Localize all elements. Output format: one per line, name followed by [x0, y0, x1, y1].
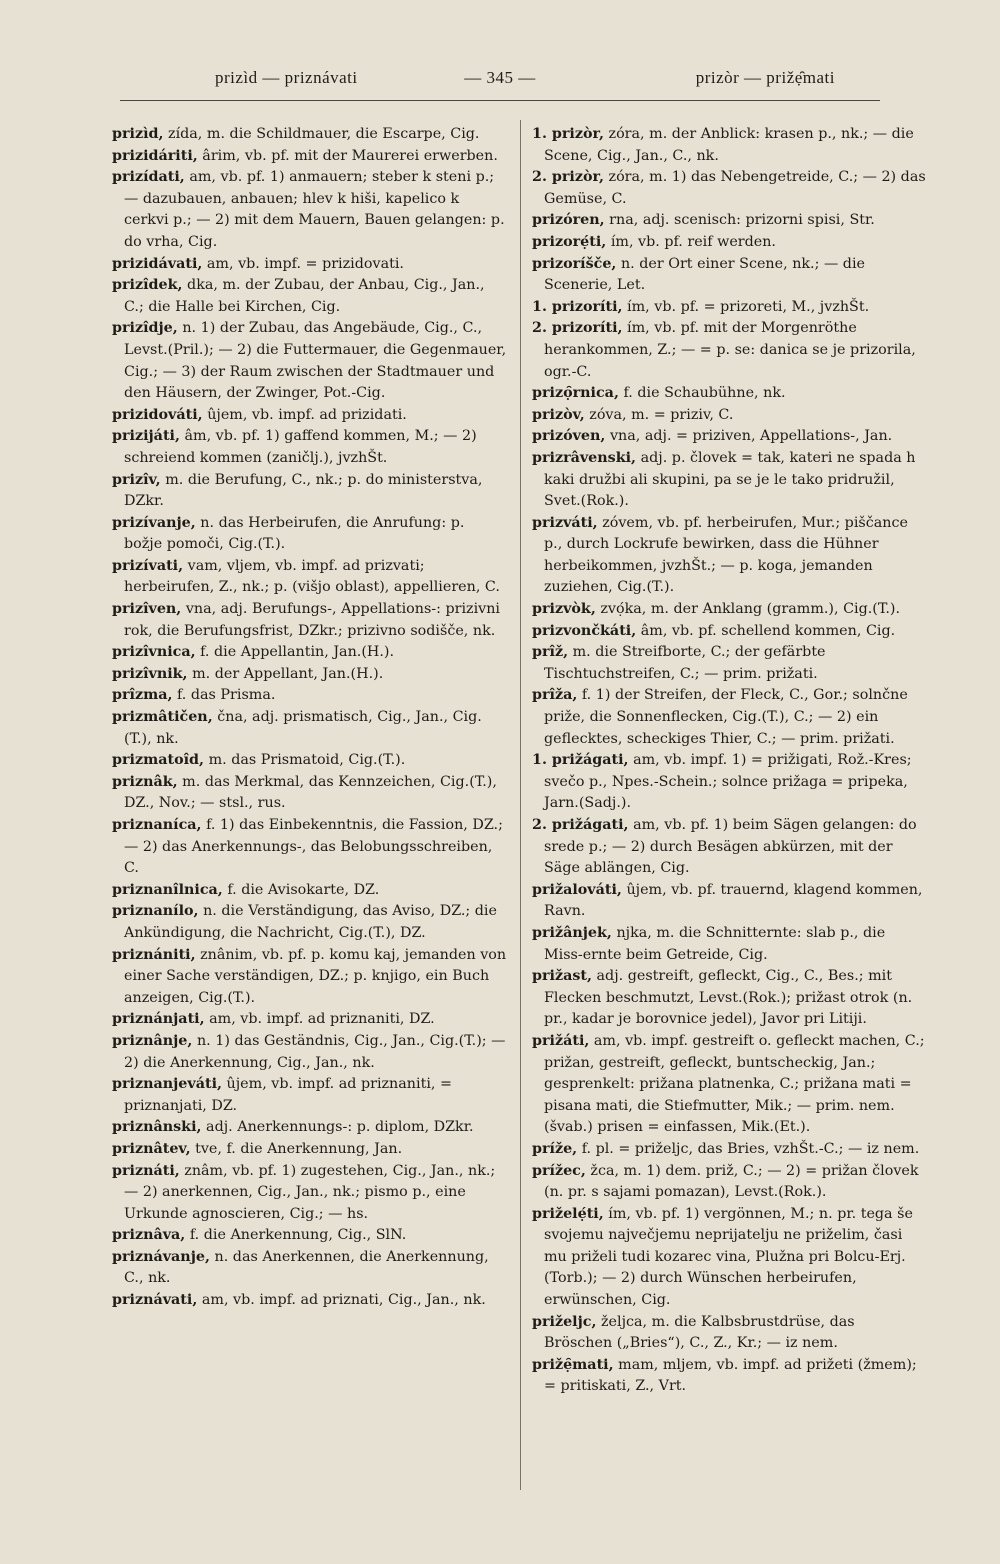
entry-headword: 2. prizòr,	[532, 169, 604, 186]
dictionary-entry	[112, 1074, 507, 1117]
dictionary-entry	[112, 1009, 507, 1031]
entry-definition: željca, m. die Kalbsbrustdrüse, das Bröschen („Bries“), C., Z., Kr.; — iz nem.	[544, 1313, 855, 1352]
entry-definition: n. 1) das Geständnis, Cig., Jan., Cig.(T.); — 2) die Anerkennung, Cig., Jan., nk.	[124, 1032, 506, 1071]
entry-headword: priznávanje,	[112, 1248, 210, 1265]
right-column	[532, 124, 927, 1398]
dictionary-entry	[532, 642, 927, 685]
entry-headword: prižáti,	[532, 1032, 590, 1049]
entry-definition: adj. Anerkennungs-: p. diplom, DZkr.	[206, 1119, 474, 1136]
dictionary-entry	[532, 405, 927, 427]
entry-definition: am, vb. impf. = prizidovati.	[206, 255, 404, 272]
entry-definition: f. die Schaubühne, nk.	[623, 385, 786, 402]
entry-definition: m. das Prismatoid, Cig.(T.).	[208, 752, 406, 769]
entry-definition: f. die Appellantin, Jan.(H.).	[200, 644, 395, 661]
entry-definition: n. das Anerkennen, die Anerkennung, C., nk.	[124, 1248, 489, 1287]
entry-definition: am, vb. impf. ad priznati, Cig., Jan., nk.	[201, 1292, 486, 1309]
dictionary-entry	[112, 124, 507, 146]
dictionary-entry	[112, 275, 507, 318]
entry-definition: f. 1) der Streifen, der Fleck, C., Gor.; solnčne priže, die Sonnenflecken, Cig.(T.), C.; — 2) ein geflecktes, scheckiges Thier, C.; — prim. prižati.	[544, 687, 908, 747]
dictionary-entry	[112, 513, 507, 556]
dictionary-entry	[112, 426, 507, 469]
entry-headword: prizóren,	[532, 212, 605, 229]
dictionary-entry	[112, 642, 507, 664]
dictionary-entry	[112, 599, 507, 642]
entry-headword: prizîdek,	[112, 277, 183, 294]
entry-headword: prizóven,	[532, 428, 606, 445]
entry-definition: n. das Herbeirufen, die Anrufung: p. božje pomoči, Cig.(T.).	[124, 514, 465, 553]
entry-definition: zóvem, vb. pf. herbeirufen, Mur.; piščance p., durch Lockrufe bewirken, dass die Hühner herbeikommen, jvzhŠt.; — p. koga, jemanden zuziehen, Cig.(T.).	[544, 514, 908, 596]
dictionary-entry	[532, 167, 927, 210]
entry-definition: n. 1) der Zubau, das Angebäude, Cig., C., Levst.(Pril.); — 2) die Futtermauer, die Gegenmauer, Cig.; — 3) der Raum zwischen der Stadtmauer und den Häusern, der Zwinger, Pot.-Cig.	[124, 320, 507, 402]
entry-definition: f. pl. = priželjc, das Bries, vzhŠt.-C.; — iz nem.	[581, 1140, 920, 1157]
entry-headword: 1. prižágati,	[532, 752, 629, 769]
entry-definition: znâm, vb. pf. 1) zugestehen, Cig., Jan., nk.; — 2) anerkennen, Cig., Jan., nk.; pismo p., eine Urkunde agnoscieren, Cig.; — hs.	[124, 1162, 496, 1222]
dictionary-entry	[532, 923, 927, 966]
entry-headword: prizîvnica,	[112, 644, 196, 661]
dictionary-entry	[532, 448, 927, 513]
entry-headword: priznánjati,	[112, 1011, 205, 1028]
dictionary-entry	[112, 1031, 507, 1074]
entry-headword: priželẹ́ti,	[532, 1205, 604, 1222]
entry-definition: tve, f. die Anerkennung, Jan.	[195, 1140, 403, 1157]
entry-definition: ûjem, vb. impf. ad prizidati.	[207, 406, 407, 423]
entry-definition: vna, adj. = priziven, Appellations-, Jan.	[609, 428, 893, 445]
dictionary-entry	[532, 1139, 927, 1161]
entry-definition: âm, vb. pf. 1) gaffend kommen, M.; — 2) schreiend kommen (zaničlj.), jvzhŠt.	[124, 428, 477, 466]
entry-definition: am, vb. pf. 1) beim Sägen gelangen: do srede p.; — 2) durch Besägen abkürzen, mit der Säge ablängen, Cig.	[544, 817, 917, 877]
entry-definition: ûjem, vb. impf. ad priznaniti, = priznanjati, DZ.	[124, 1076, 452, 1114]
dictionary-entry	[532, 1031, 927, 1139]
entry-headword: 1. prizoríti,	[532, 298, 623, 315]
left-column	[112, 124, 507, 1312]
entry-headword: prîzma,	[112, 687, 173, 704]
entry-definition: ârim, vb. pf. mit der Maurerei erwerben.	[202, 147, 498, 164]
entry-definition: čna, adj. prismatisch, Cig., Jan., Cig.(T.), nk.	[124, 709, 482, 747]
entry-definition: zóra, m. 1) das Nebengetreide, C.; — 2) das Gemüse, C.	[544, 169, 926, 207]
dictionary-entry	[112, 707, 507, 750]
entry-headword: priznániti,	[112, 946, 196, 963]
dictionary-entry	[532, 1204, 927, 1312]
dictionary-entry	[112, 815, 507, 880]
entry-headword: prizîven,	[112, 601, 182, 618]
entry-headword: prizvòk,	[532, 601, 596, 618]
dictionary-entry	[532, 685, 927, 750]
dictionary-entry	[112, 901, 507, 944]
entry-definition: vna, adj. Berufungs-, Appellations-: prizivni rok, die Berufungsfrist, DZkr.; prizivno sodišče, nk.	[124, 601, 501, 639]
entry-headword: prizidávati,	[112, 255, 203, 272]
entry-definition: n. der Ort einer Scene, nk.; — die Scenerie, Let.	[544, 255, 865, 294]
entry-definition: m. die Streifborte, C.; der gefärbte Tischtuchstreifen, C.; — prim. prižati.	[544, 644, 826, 682]
entry-headword: prizòv,	[532, 406, 585, 423]
dictionary-entry	[532, 815, 927, 880]
entry-headword: prizmâtičen,	[112, 709, 213, 726]
entry-headword: 1. prizòr,	[532, 126, 604, 142]
entry-headword: priznanílo,	[112, 903, 199, 920]
dictionary-entry	[112, 318, 507, 404]
entry-definition: adj. p. človek = tak, kateri ne spada h kaki družbi ali skupini, pa se je le tako pridružil, Svet.(Rok.).	[544, 449, 916, 510]
entry-headword: prizmatoîd,	[112, 752, 205, 769]
entry-definition: žca, m. 1) dem. priž, C.; — 2) = prižan človek (n. pr. s sajami pomazan), Levst.(Rok.).	[544, 1162, 919, 1201]
entry-headword: prizìd,	[112, 126, 164, 142]
entry-headword: priznâva,	[112, 1227, 186, 1244]
column-divider	[520, 120, 521, 1490]
entry-definition: rna, adj. scenisch: prizorni spisi, Str.	[609, 212, 875, 229]
dictionary-entry	[112, 405, 507, 427]
entry-headword: prizvončkáti,	[532, 622, 637, 639]
entry-headword: priželjc,	[532, 1313, 597, 1330]
entry-definition: ím, vb. pf. = prizoreti, M., jvzhŠt.	[627, 298, 870, 315]
dictionary-entry	[112, 750, 507, 772]
entry-definition: ím, vb. pf. 1) vergönnen, M.; n. pr. tega še svojemu največjemu neprijatelju ne priželim, časi mu priželi tudi kozarec vina, Plužna pri Bolcu-Erj.(Torb.); — 2) durch Wünschen herbeirufen, erwünschen, Cig.	[544, 1205, 913, 1309]
dictionary-entry	[532, 210, 927, 232]
header-rule	[120, 100, 880, 101]
dictionary-entry	[532, 318, 927, 383]
entry-headword: prizorẹ́ti,	[532, 233, 607, 250]
dictionary-entry	[112, 945, 507, 1010]
entry-headword: prizoríšče,	[532, 255, 617, 272]
dictionary-entry	[112, 470, 507, 513]
entry-definition: zóva, m. = priziv, C.	[589, 406, 734, 423]
entry-headword: prizîvnik,	[112, 665, 188, 682]
entry-headword: 2. prižágati,	[532, 817, 629, 833]
entry-headword: priznânski,	[112, 1119, 202, 1136]
entry-definition: f. das Prisma.	[177, 687, 276, 704]
entry-definition: adj. gestreift, gefleckt, Cig., C., Bes.; mit Flecken beschmutzt, Levst.(Rok.); prižast otrok (n. pr., kadar je borovnice jedel), Javor pri Litiji.	[544, 968, 913, 1028]
entry-definition: f. 1) das Einbekenntnis, die Fassion, DZ.; — 2) das Anerkennungs-, das Belobungsschreiben, C.	[124, 817, 503, 877]
entry-headword: prizváti,	[532, 514, 598, 531]
dictionary-entry	[112, 1161, 507, 1226]
entry-definition: zóra, m. der Anblick: krasen p., nk.; — die Scene, Cig., Jan., C., nk.	[544, 126, 914, 164]
entry-headword: priznáti,	[112, 1162, 180, 1179]
entry-headword: prizọ̑rnica,	[532, 385, 619, 402]
dictionary-entry	[532, 880, 927, 923]
entry-definition: njka, m. die Schnitternte: slab p., die Miss-ernte beim Getreide, Cig.	[544, 924, 886, 963]
running-header	[120, 68, 880, 98]
entry-headword: prizívanje,	[112, 514, 196, 531]
header-left-guideword: prizìd — priznávati	[215, 68, 358, 87]
entry-headword: príže,	[532, 1140, 578, 1157]
entry-headword: prizidáriti,	[112, 147, 198, 164]
entry-headword: prîža,	[532, 687, 578, 704]
entry-headword: prižast,	[532, 968, 592, 985]
dictionary-entry	[112, 1117, 507, 1139]
dictionary-entry	[112, 1139, 507, 1161]
entry-headword: prižẹ̑mati,	[532, 1356, 614, 1373]
entry-headword: priznanjeváti,	[112, 1076, 222, 1093]
entry-definition: vam, vljem, vb. impf. ad prizvati; herbeirufen, Z., nk.; p. (višjo oblast), appellieren, C.	[124, 557, 500, 596]
entry-headword: priznávati,	[112, 1292, 198, 1309]
entry-definition: am, vb. impf. gestreift o. gefleckt machen, C.; prižan, gestreift, gefleckt, buntscheckig, Jan.; gesprenkelt: prižana platnenka, C.; prižana mati = pisana mati, die Stiefmutter, Mik.; — prim. nem. (švab.) prisen = einfassen, Mik.(Et.).	[544, 1032, 925, 1136]
header-right-guideword: prizòr — prižẹ̑mati	[695, 68, 835, 87]
entry-headword: prizrâvenski,	[532, 449, 637, 466]
dictionary-entry	[112, 685, 507, 707]
dictionary-entry	[112, 880, 507, 902]
entry-definition: am, vb. impf. ad priznaniti, DZ.	[209, 1011, 435, 1028]
entry-definition: zída, m. die Schildmauer, die Escarpe, Cig.	[168, 126, 480, 142]
dictionary-entry	[532, 621, 927, 643]
entry-headword: prížec,	[532, 1162, 586, 1179]
entry-headword: priznanîlnica,	[112, 881, 223, 898]
entry-definition: zvọ́ka, m. der Anklang (gramm.), Cig.(T.).	[600, 601, 900, 618]
dictionary-entry	[532, 1355, 927, 1398]
dictionary-entry	[532, 297, 927, 319]
page-number: — 345 —	[464, 68, 536, 87]
entry-headword: prizidováti,	[112, 406, 203, 423]
dictionary-entry	[532, 750, 927, 815]
entry-headword: priznâtev,	[112, 1140, 191, 1157]
entry-headword: prizívati,	[112, 557, 184, 574]
entry-headword: prîž,	[532, 644, 569, 661]
entry-definition: m. der Appellant, Jan.(H.).	[192, 665, 384, 682]
entry-definition: ím, vb. pf. mit der Morgenröthe herankommen, Z.; — = p. se: danica se je prizorila, ogr.-C.	[544, 320, 916, 380]
entry-headword: prizijáti,	[112, 428, 180, 445]
entry-definition: f. die Avisokarte, DZ.	[227, 881, 380, 898]
entry-headword: 2. prizoríti,	[532, 320, 623, 337]
entry-definition: âm, vb. pf. schellend kommen, Cig.	[640, 622, 896, 639]
entry-headword: prizídati,	[112, 169, 185, 186]
dictionary-entry	[112, 1225, 507, 1247]
dictionary-entry	[112, 556, 507, 599]
dictionary-entry	[112, 167, 507, 253]
dictionary-entry	[112, 146, 507, 168]
entry-definition: n. die Verständigung, das Aviso, DZ.; die Ankündigung, die Nachricht, Cig.(T.), DZ.	[124, 903, 497, 941]
entry-definition: am, vb. impf. 1) = prižigati, Rož.-Kres; svečo p., Npes.-Schein.; solnce prižaga = pripeka, Jarn.(Sadj.).	[544, 752, 912, 812]
entry-definition: ûjem, vb. pf. trauernd, klagend kommen, Ravn.	[544, 881, 923, 920]
dictionary-entry	[532, 383, 927, 405]
entry-definition: m. das Merkmal, das Kennzeichen, Cig.(T.), DZ., Nov.; — stsl., rus.	[124, 773, 497, 812]
entry-definition: znânim, vb. pf. p. komu kaj, jemanden von einer Sache verständigen, DZ.; p. knjigo, ein Buch anzeigen, Cig.(T.).	[124, 946, 507, 1006]
entry-definition: f. die Anerkennung, Cig., SlN.	[189, 1227, 407, 1244]
dictionary-entry	[532, 1161, 927, 1204]
dictionary-entry	[532, 254, 927, 297]
entry-definition: am, vb. pf. 1) anmauern; steber k steni p.; — dazubauen, anbauen; hlev k hiši, kapelico k cerkvi p.; — 2) mit dem Mauern, Bauen gelangen: p. do vrha, Cig.	[124, 169, 505, 250]
entry-headword: prizîv,	[112, 471, 161, 488]
entry-headword: priznaníca,	[112, 817, 202, 833]
dictionary-entry	[532, 966, 927, 1031]
dictionary-entry	[532, 124, 927, 167]
entry-definition: dka, m. der Zubau, der Anbau, Cig., Jan., C.; die Halle bei Kirchen, Cig.	[124, 277, 485, 315]
dictionary-entry	[532, 513, 927, 599]
entry-headword: priznânje,	[112, 1032, 193, 1049]
entry-definition: mam, mljem, vb. impf. ad prižeti (žmem); = pritiskati, Z., Vrt.	[544, 1356, 917, 1395]
entry-definition: m. die Berufung, C., nk.; p. do ministerstva, DZkr.	[124, 471, 483, 510]
dictionary-entry	[532, 1312, 927, 1355]
dictionary-entry	[112, 1290, 507, 1312]
entry-definition: ím, vb. pf. reif werden.	[610, 233, 776, 250]
entry-headword: prižalováti,	[532, 881, 622, 898]
dictionary-entry	[532, 599, 927, 621]
dictionary-entry	[112, 1247, 507, 1290]
dictionary-entry	[532, 426, 927, 448]
dictionary-entry	[112, 772, 507, 815]
dictionary-entry	[112, 664, 507, 686]
entry-headword: priznâk,	[112, 773, 178, 790]
dictionary-entry	[532, 232, 927, 254]
entry-headword: prizîdje,	[112, 320, 178, 337]
entry-headword: prižânjek,	[532, 924, 612, 941]
dictionary-entry	[112, 254, 507, 276]
